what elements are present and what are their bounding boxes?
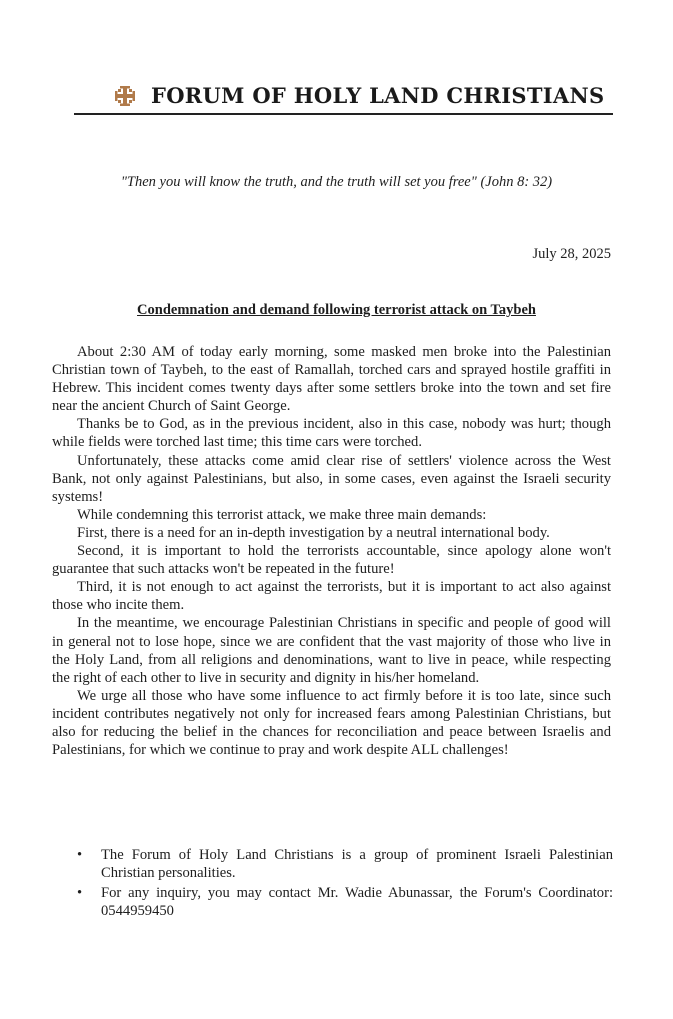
bullet-icon: • — [77, 847, 83, 863]
list-item — [52, 846, 613, 882]
paragraph: We urge all those who have some influence to act firmly before it is too late, since such incident contributes negatively not only for increased fears among Palestinian Christians, but also for reducing the belief in the chances for reconciliation and peace between Israelis and Palestinians, for which we continue to pray and work despite ALL challenges! — [52, 687, 611, 759]
paragraph: Second, it is important to hold the terrorists accountable, since apology alone won't guarantee that such attacks won't be repeated in the future! — [52, 543, 611, 578]
statement-body — [52, 343, 611, 759]
paragraph: Unfortunately, these attacks come amid clear rise of settlers' violence across the West Bank, not only against Palestinians, but also, in some cases, even against the Israeli security systems! — [52, 452, 611, 505]
footnotes-list — [52, 846, 613, 922]
paragraph: In the meantime, we encourage Palestinian Christians in specific and people of good will in general not to lose hope, since we are confident that the vast majority of those who live in the Holy Land, from all religions and denominations, want to live in peace, while respecting the right of each other to live in security and dignity in his/her homeland. — [52, 615, 611, 686]
organization-title: FORUM OF HOLY LAND CHRISTIANS — [151, 83, 605, 108]
paragraph: About 2:30 AM of today early morning, some masked men broke into the Palestinian Christian town of Taybeh, to the east of Ramallah, torched cars and sprayed hostile graffiti in Hebrew. This incident comes twenty days after some settlers broke into the town and set fire near the ancient Church of Saint George. — [52, 344, 611, 415]
note-text: For any inquiry, you may contact Mr. Wadie Abunassar, the Forum's Coordinator: 0544959450 — [101, 885, 613, 920]
jerusalem-cross-icon — [114, 85, 136, 107]
bullet-icon: • — [77, 885, 83, 902]
paragraph: Thanks be to God, as in the previous incident, also in this case, nobody was hurt; though while fields were torched last time; this time cars were torched. — [52, 416, 611, 451]
header-rule — [74, 113, 613, 115]
document-heading: Condemnation and demand following terrorist attack on Taybeh — [137, 302, 536, 318]
epigraph: "Then you will know the truth, and the truth will set you free" (John 8: 32) — [120, 174, 553, 190]
paragraph: While condemning this terrorist attack, we make three main demands: — [77, 506, 487, 523]
list-item — [52, 884, 613, 920]
document-date: July 28, 2025 — [532, 246, 611, 262]
paragraph: First, there is a need for an in-depth investigation by a neutral international body. — [77, 524, 550, 541]
note-text: The Forum of Holy Land Christians is a group of prominent Israeli Palestinian Christian personalities. — [101, 847, 613, 882]
paragraph: Third, it is not enough to act against the terrorists, but it is important to act also against those who incite them. — [52, 579, 611, 614]
letterhead — [74, 80, 613, 116]
